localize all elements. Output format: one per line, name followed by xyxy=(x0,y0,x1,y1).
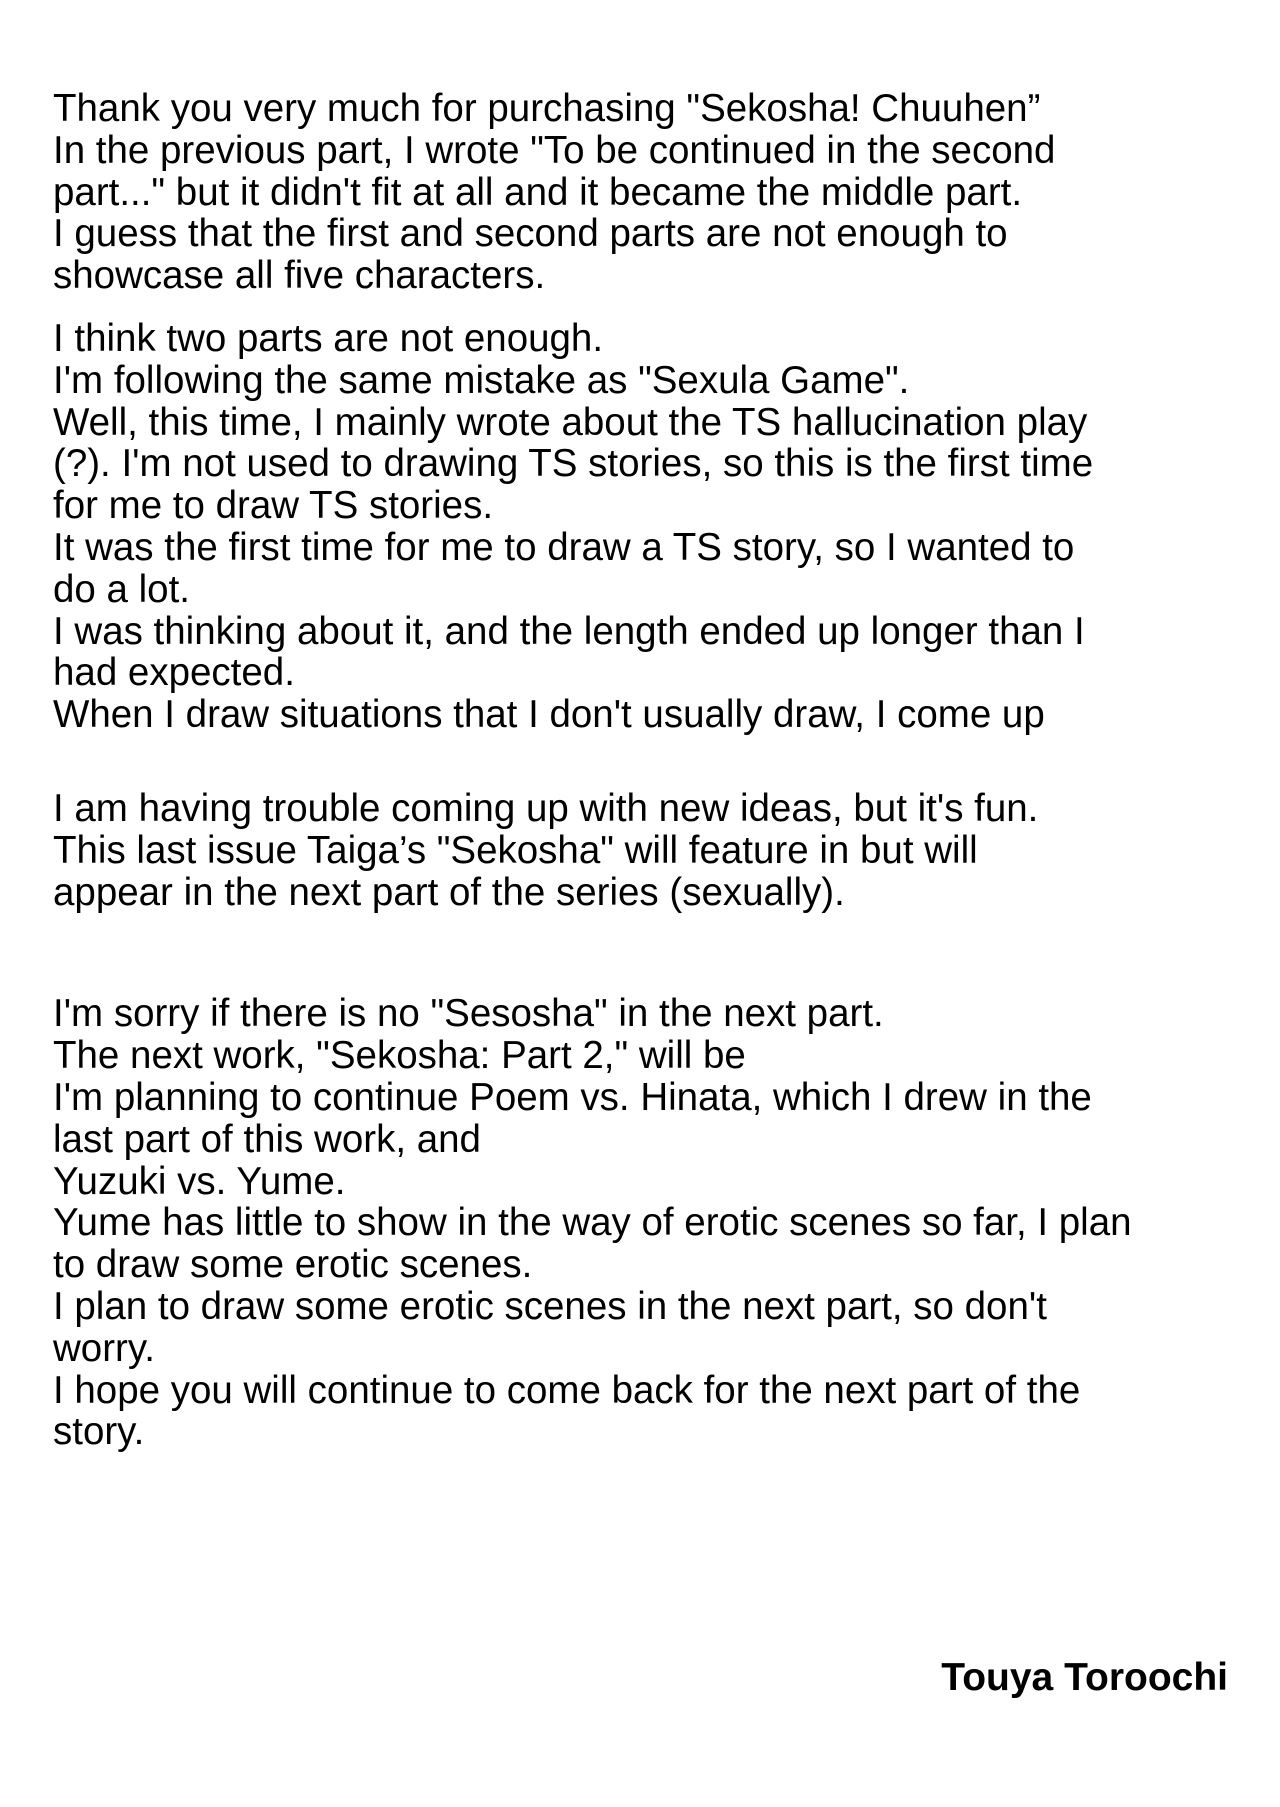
text-line: had expected. xyxy=(53,651,295,695)
text-line: I think two parts are not enough. xyxy=(53,316,604,360)
paragraph-spacer xyxy=(53,736,1243,788)
paragraph-4 xyxy=(53,993,1243,1453)
paragraph-1 xyxy=(53,88,1243,297)
text-line: Thank you very much for purchasing "Sekosha! Chuuhen” xyxy=(53,87,1041,130)
text-line: last part of this work, and xyxy=(53,1117,481,1161)
text-line: to draw some erotic scenes. xyxy=(53,1243,533,1287)
paragraph-2 xyxy=(53,318,1243,736)
text-line: Yume has little to show in the way of erotic scenes so far, I plan xyxy=(53,1201,1132,1245)
text-line: It was the first time for me to draw a TS story, so I wanted to xyxy=(53,525,1075,569)
text-line: Well, this time, I mainly wrote about the TS hallucination play xyxy=(53,400,1088,444)
text-line: I guess that the first and second parts are not enough to xyxy=(53,212,1008,256)
paragraph-spacer xyxy=(53,913,1243,993)
text-line: showcase all five characters. xyxy=(53,254,546,298)
afterword-text xyxy=(53,88,1243,1453)
paragraph-spacer xyxy=(53,297,1243,318)
text-line: I'm planning to continue Poem vs. Hinata, which I drew in the xyxy=(53,1075,1092,1119)
text-line: appear in the next part of the series (sexually). xyxy=(53,870,845,914)
text-line: do a lot. xyxy=(53,567,190,611)
text-line: worry. xyxy=(53,1326,155,1370)
text-line: I'm sorry if there is no "Sesosha" in the next part. xyxy=(53,992,884,1036)
text-line: I'm following the same mistake as "Sexula Game". xyxy=(53,358,910,402)
text-line: Yuzuki vs. Yume. xyxy=(53,1159,346,1203)
text-line: I plan to draw some erotic scenes in the next part, so don't xyxy=(53,1284,1047,1328)
text-line: I am having trouble coming up with new ideas, but it's fun. xyxy=(53,786,1039,830)
author-signature: Touya Toroochi xyxy=(941,1656,1228,1699)
text-line: When I draw situations that I don't usually draw, I come up xyxy=(53,693,1045,737)
text-line: I hope you will continue to come back for the next part of the xyxy=(53,1368,1081,1412)
text-line: I was thinking about it, and the length ended up longer than I xyxy=(53,609,1085,653)
text-line: The next work, "Sekosha: Part 2," will be xyxy=(53,1034,746,1078)
text-line: story. xyxy=(53,1410,145,1454)
text-line: In the previous part, I wrote "To be continued in the second xyxy=(53,128,1056,172)
text-line: for me to draw TS stories. xyxy=(53,484,494,528)
paragraph-3 xyxy=(53,788,1243,913)
text-line: (?). I'm not used to drawing TS stories, so this is the first time xyxy=(53,442,1094,486)
text-line: This last issue Taiga’s "Sekosha" will feature in but will xyxy=(53,828,978,872)
text-line: part..." but it didn't fit at all and it became the middle part. xyxy=(53,170,1023,214)
